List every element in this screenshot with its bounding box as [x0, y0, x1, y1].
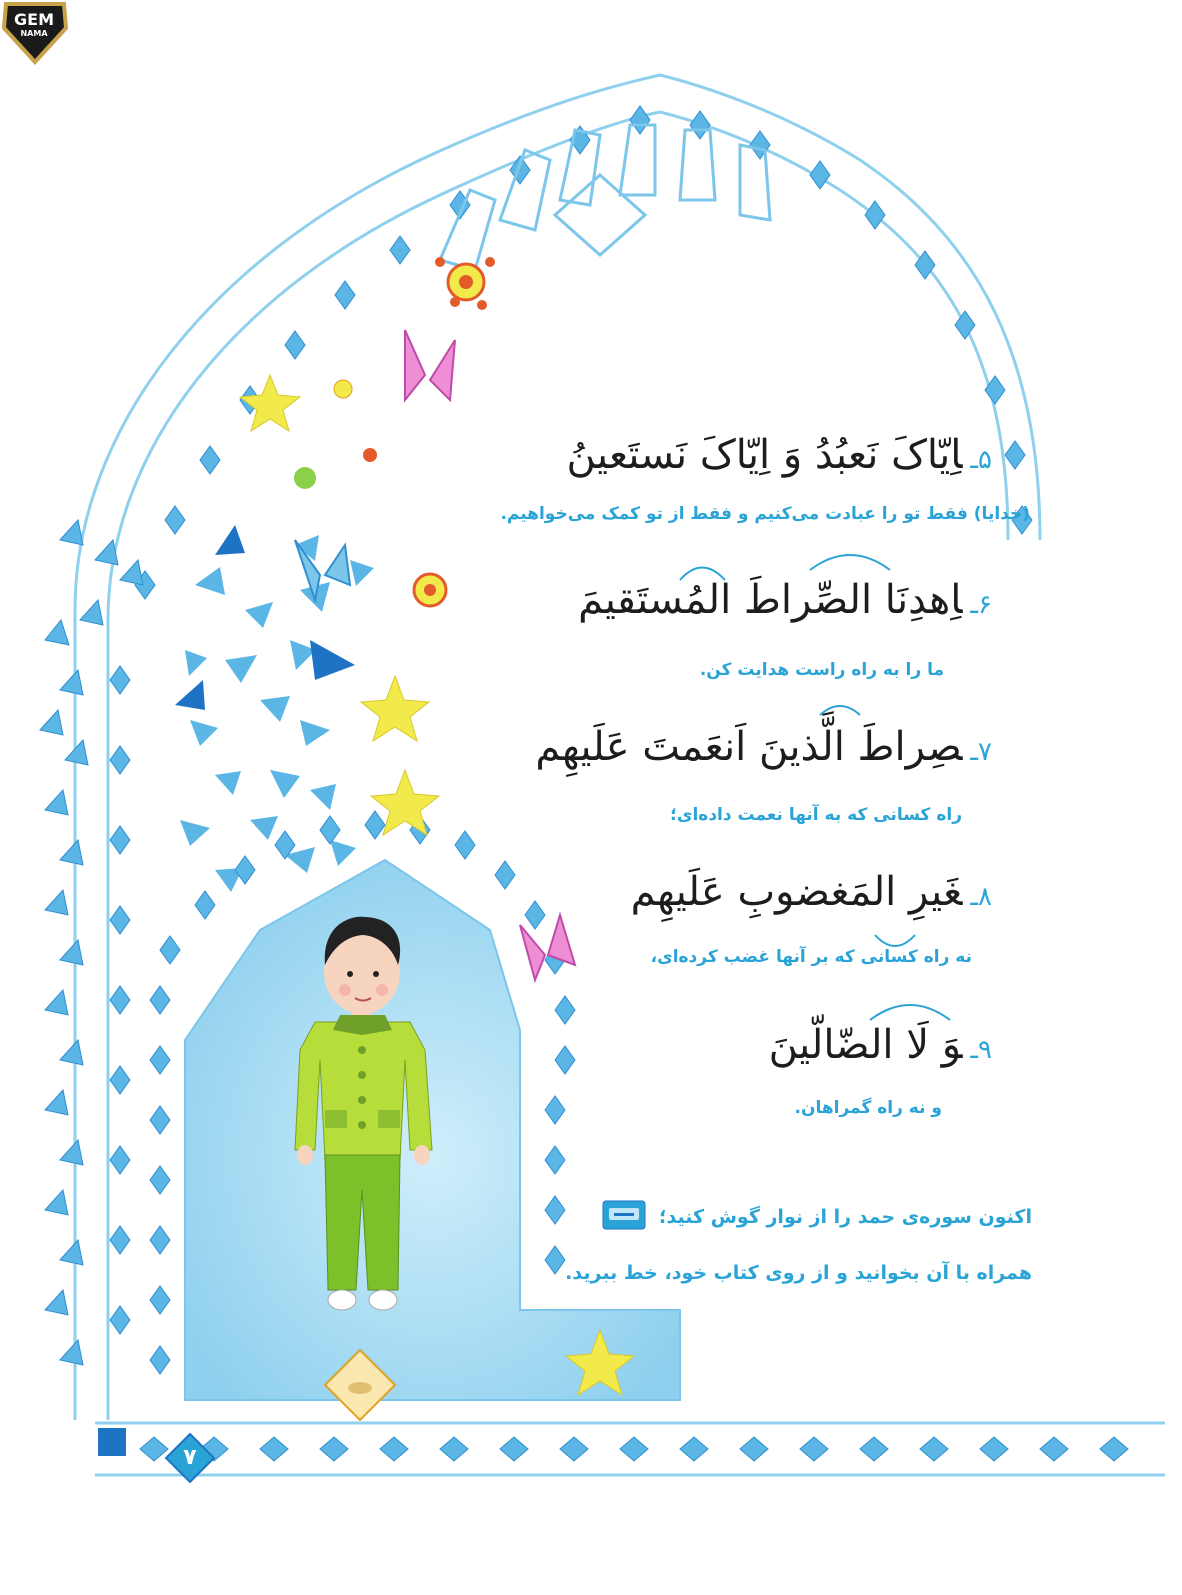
- translation-9: و نه راه گمراهان.: [794, 1098, 942, 1118]
- verse-number: ۷ـ: [970, 737, 992, 767]
- verse-5: [566, 432, 992, 478]
- translation-5: (خدایا) فقط تو را عبادت می‌کنیم و فقط از تو کمک می‌خواهیم.: [500, 504, 1030, 524]
- instruction-text-1: اکنون سوره‌ی حمد را از نوار گوش کنید؛: [658, 1206, 1032, 1228]
- instruction-line1: [602, 1200, 1032, 1235]
- verse-arabic: صِراطَ الَّذینَ اَنعَمتَ عَلَیهِم: [535, 724, 963, 770]
- logo-line1: GEM: [14, 10, 54, 29]
- cassette-icon: [602, 1200, 646, 1235]
- verse-arabic: غَیرِ المَغضوبِ عَلَیهِم: [630, 869, 963, 915]
- verse-number: ۶ـ: [970, 590, 992, 620]
- page-number: [164, 1432, 216, 1484]
- logo-line2: NAMA: [20, 29, 48, 38]
- verse-number: ۵ـ: [970, 445, 992, 475]
- verse-arabic: اِیّاکَ نَعبُدُ وَ اِیّاکَ نَستَعینُ: [566, 432, 963, 478]
- verse-number: ۸ـ: [970, 882, 992, 912]
- verse-arabic: اِهدِنَا الصِّراطَ المُستَقیمَ: [578, 577, 963, 623]
- translation-7: راه کسانی که به آنها نعمت داده‌ای؛: [670, 805, 962, 825]
- verse-8: [630, 869, 992, 915]
- verse-6: [578, 577, 992, 623]
- verse-9: [768, 1022, 992, 1068]
- logo-text: [8, 12, 60, 38]
- verse-7: [535, 724, 992, 770]
- page-number-text: ۷: [183, 1445, 197, 1470]
- gemnama-logo: [0, 0, 70, 66]
- verse-number: ۹ـ: [970, 1035, 992, 1065]
- translation-8: نه راه کسانی که بر آنها غضب کرده‌ای،: [650, 947, 972, 967]
- instruction-line2: همراه با آن بخوانید و از روی کتاب خود، خط ببرید.: [565, 1262, 1032, 1284]
- verse-arabic: وَ لَا الضّالّینَ: [768, 1022, 963, 1068]
- translation-6: ما را به راه راست هدایت کن.: [699, 660, 944, 680]
